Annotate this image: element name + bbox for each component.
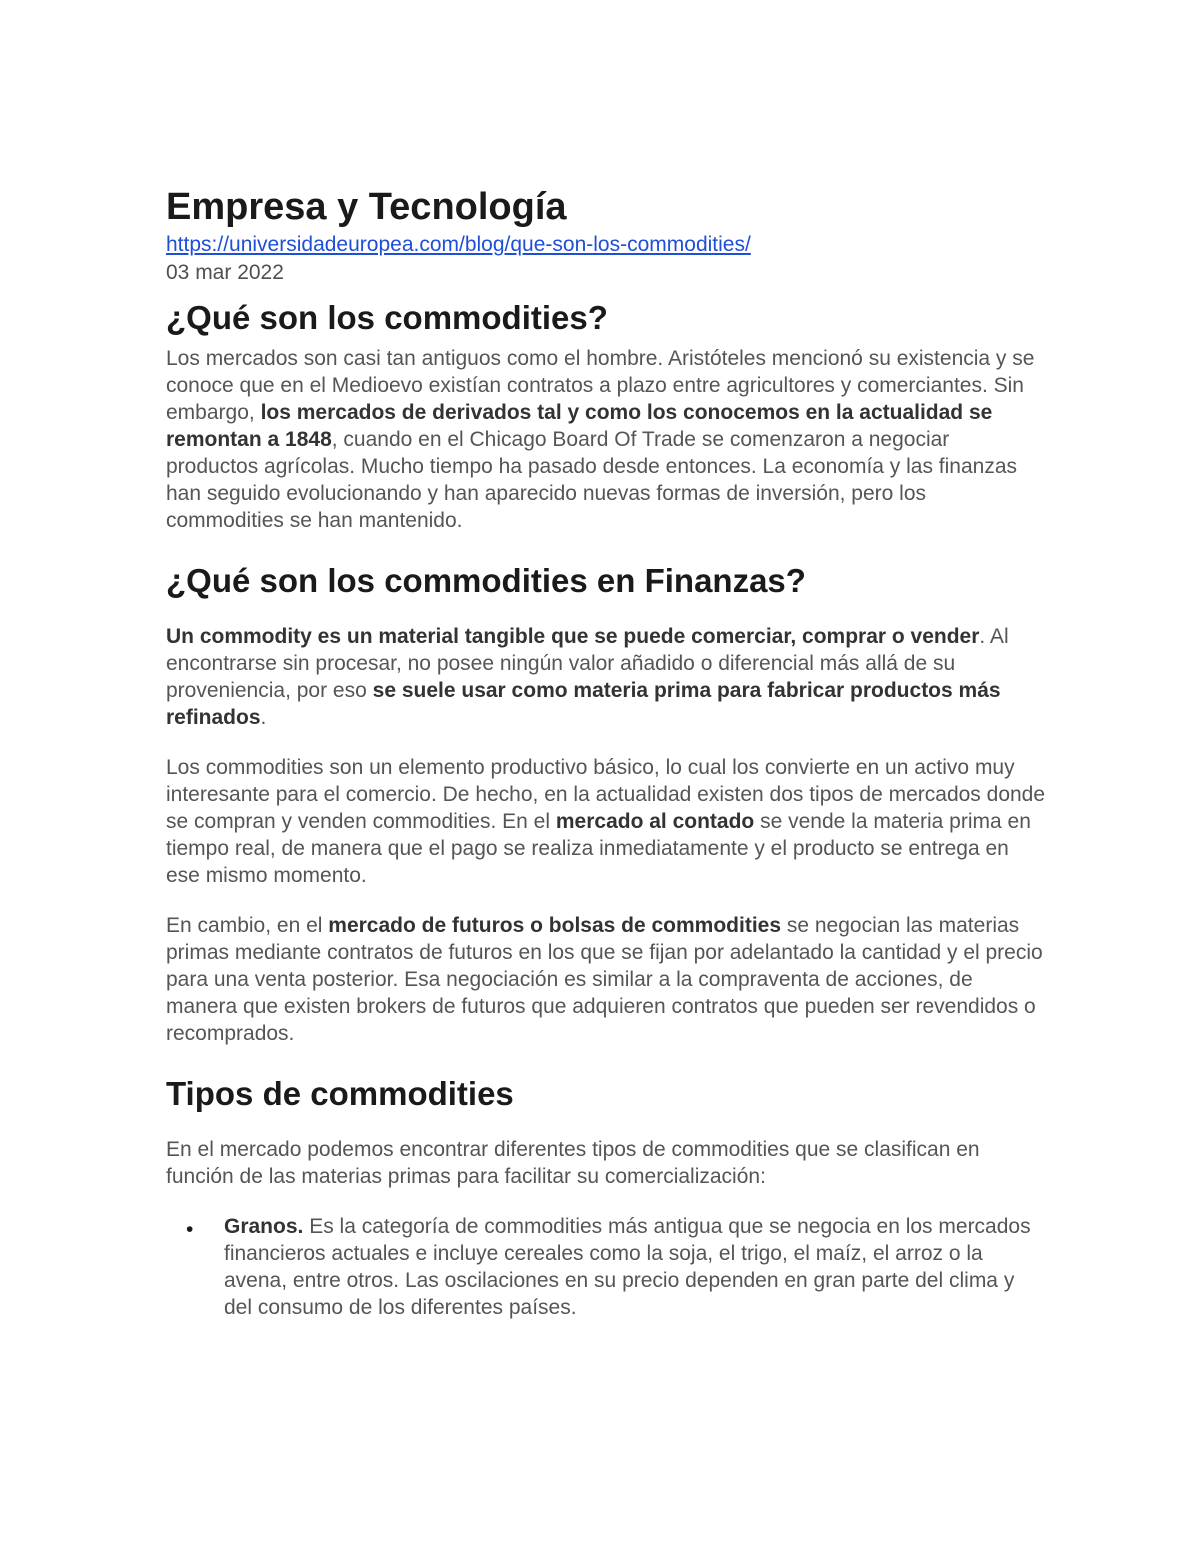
- paragraph-intro: [166, 345, 1046, 534]
- bold-text: mercado de futuros o bolsas de commodities: [328, 914, 782, 937]
- commodity-types-list: [166, 1213, 1046, 1321]
- paragraph-text: En cambio, en el: [166, 914, 329, 937]
- section-heading-tipos: Tipos de commodities: [166, 1075, 514, 1112]
- source-link[interactable]: https://universidadeuropea.com/blog/que-son-los-commodities/: [166, 233, 751, 256]
- bold-text: los mercados de derivados tal y como los conocemos en la actualidad se remontan a 1848: [166, 401, 993, 451]
- paragraph-text: se negocian las materias primas mediante contratos de futuros en los que se fijan por adelantado la cantidad y el precio para una venta posterior. Esa negociación es similar a la compraventa de acciones, de manera que existen brokers de futuros que adquieren contratos que pueden ser revendidos o recomprados.: [166, 914, 1043, 1045]
- document-title: Empresa y Tecnología: [166, 186, 567, 228]
- section-heading-finanzas: ¿Qué son los commodities en Finanzas?: [166, 562, 806, 599]
- paragraph-types-intro: En el mercado podemos encontrar diferentes tipos de commodities que se clasifican en función de las materias primas para facilitar su comercialización:: [166, 1138, 980, 1188]
- publish-date: 03 mar 2022: [166, 261, 284, 284]
- bold-text: mercado al contado: [555, 810, 755, 833]
- list-item: [166, 1213, 1046, 1321]
- section-heading-commodities: ¿Qué son los commodities?: [166, 299, 608, 336]
- bullet-icon: •: [186, 1218, 194, 1241]
- paragraph-definition: [166, 623, 1046, 731]
- paragraph-futures: [166, 912, 1046, 1047]
- paragraph-text: .: [260, 706, 267, 729]
- paragraph-text: Los commodities son un elemento productivo básico, lo cual los convierte en un activo muy interesante para el comercio. De hecho, en la actualidad existen dos tipos de mercados donde se compran y venden commodities. En el: [166, 756, 1046, 833]
- paragraph-text: . Al encontrarse sin procesar, no posee ningún valor añadido o diferencial más allá de su proveniencia, por eso: [166, 625, 1009, 702]
- bold-text: Granos.: [224, 1215, 304, 1238]
- document-page: [166, 183, 1046, 1321]
- bold-text: Un commodity es un material tangible que se puede comerciar, comprar o vender: [166, 625, 980, 648]
- paragraph-text: Es la categoría de commodities más antigua que se negocia en los mercados financieros actuales e incluye cereales como la soja, el trigo, el maíz, el arroz o la avena, entre otros. Las oscilaciones en su precio dependen en gran parte del clima y del consumo de los diferentes países.: [224, 1215, 1031, 1319]
- bold-text: se suele usar como materia prima para fabricar productos más refinados: [166, 679, 1001, 729]
- paragraph-text: Los mercados son casi tan antiguos como el hombre. Aristóteles mencionó su existencia y se conoce que en el Medioevo existían contratos a plazo entre agricultores y comerciantes. Sin embargo,: [166, 347, 1035, 424]
- paragraph-text: se vende la materia prima en tiempo real, de manera que el pago se realiza inmediatamente y el producto se entrega en ese mismo momento.: [166, 810, 1031, 887]
- paragraph-text: , cuando en el Chicago Board Of Trade se comenzaron a negociar productos agrícolas. Mucho tiempo ha pasado desde entonces. La economía y las finanzas han seguido evolucionando y han aparecido nuevas formas de inversión, pero los commodities se han mantenido.: [166, 428, 1018, 532]
- paragraph-markets: [166, 754, 1046, 889]
